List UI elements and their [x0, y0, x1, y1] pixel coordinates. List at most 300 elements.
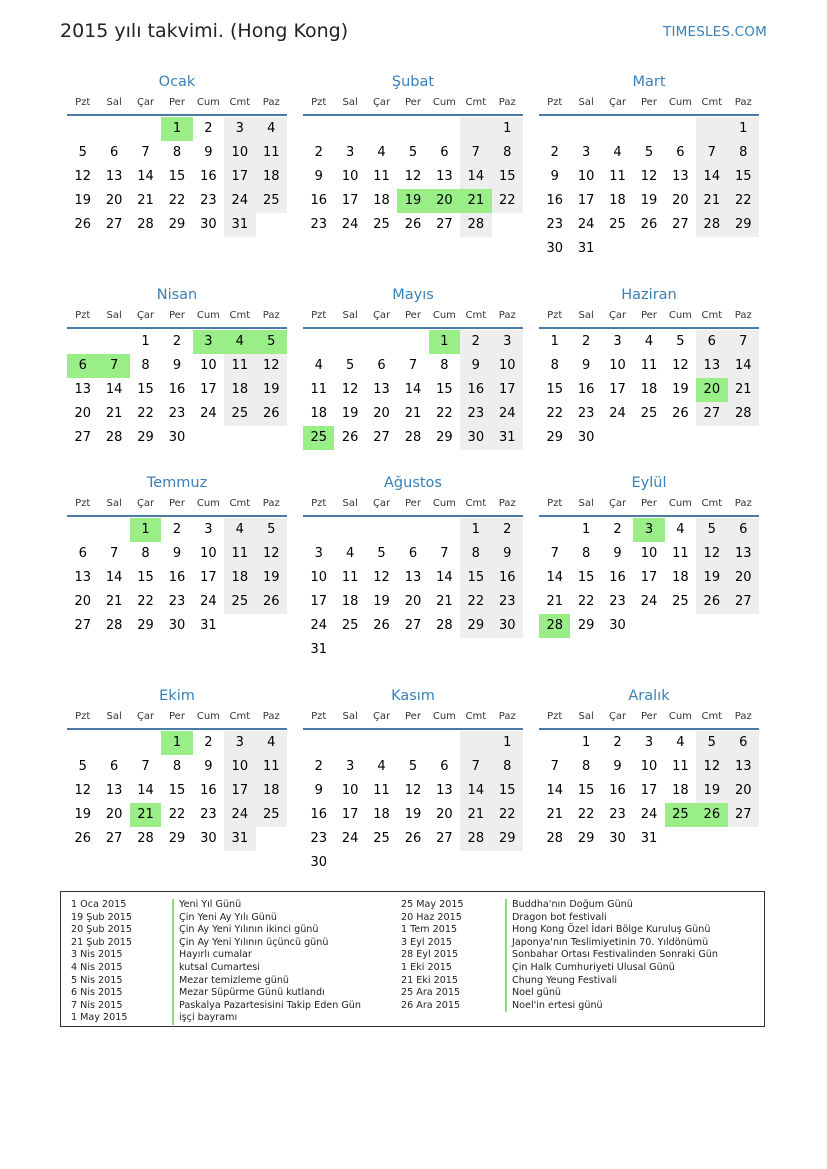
- holiday-name: Yeni Yıl Günü: [172, 899, 361, 912]
- holiday-date: 4 Nis 2015: [71, 961, 123, 973]
- day-cell: 21: [460, 803, 491, 827]
- day-cell: 10: [341, 783, 359, 798]
- month-name: Eylül: [631, 475, 667, 491]
- day-cell: 1: [460, 518, 491, 542]
- day-cell: 11: [672, 546, 689, 561]
- day-cell: 27: [728, 803, 759, 827]
- day-cell: 8: [728, 141, 759, 165]
- day-cell: 30: [546, 241, 563, 256]
- day-grid: [67, 731, 287, 851]
- day-cell: 25: [373, 217, 390, 232]
- holiday-date: 25 May 2015: [401, 899, 464, 910]
- day-cell: 26: [640, 217, 658, 232]
- day-cell: 9: [460, 354, 491, 378]
- day-cell: 12: [256, 542, 287, 566]
- empty-cell: [366, 518, 397, 542]
- weekday-label: Sal: [106, 498, 122, 509]
- day-cell: 3: [644, 735, 654, 750]
- day-cell: 20: [74, 594, 91, 609]
- day-cell: 8: [141, 546, 150, 561]
- empty-cell: [602, 117, 633, 141]
- day-cell: 13: [436, 783, 453, 798]
- day-cell: 22: [137, 406, 154, 421]
- day-cell: 18: [310, 406, 327, 421]
- day-cell: 27: [105, 831, 123, 846]
- header-divider: [303, 114, 523, 116]
- day-cell: 4: [256, 117, 287, 141]
- holiday-name: Dragon bot festivali: [505, 912, 718, 925]
- weekday-label: Cum: [668, 711, 692, 722]
- day-cell: 29: [492, 827, 523, 851]
- weekday-label: Pzt: [75, 97, 91, 108]
- weekday-label: Cmt: [465, 711, 487, 722]
- day-cell: 7: [440, 546, 449, 561]
- empty-cell: [334, 518, 365, 542]
- holiday-day-cell: 25: [665, 803, 696, 827]
- day-cell: 28: [137, 831, 154, 846]
- day-cell: 31: [200, 618, 217, 633]
- day-cell: 3: [613, 334, 622, 349]
- day-grid: [303, 731, 523, 875]
- day-cell: 25: [224, 402, 255, 426]
- holiday-names-col-1: [172, 899, 361, 1025]
- day-cell: 17: [200, 382, 217, 397]
- weekday-label: Paz: [262, 498, 280, 509]
- holiday-name: Çin Halk Cumhuriyeti Ulusal Günü: [505, 962, 718, 975]
- empty-cell: [303, 117, 334, 141]
- day-cell: 12: [696, 755, 727, 779]
- month-name: Ağustos: [384, 475, 442, 491]
- day-cell: 15: [492, 779, 523, 803]
- day-cell: 21: [696, 189, 727, 213]
- day-cell: 25: [256, 189, 287, 213]
- holiday-day-cell: 21: [460, 189, 491, 213]
- month-name: Aralık: [628, 688, 670, 704]
- weekday-label: Sal: [342, 310, 358, 321]
- weekday-label: Çar: [136, 97, 155, 108]
- month-name: Kasım: [391, 688, 435, 704]
- day-cell: 8: [581, 759, 591, 774]
- day-cell: 27: [105, 217, 123, 232]
- weekday-label: Sal: [578, 498, 594, 509]
- day-cell: 25: [224, 590, 255, 614]
- day-cell: 11: [310, 382, 327, 397]
- day-cell: 15: [577, 783, 595, 798]
- empty-cell: [67, 731, 98, 755]
- day-cell: 24: [224, 803, 255, 827]
- day-cell: 30: [577, 430, 595, 445]
- day-grid: [67, 117, 287, 237]
- month-name: Nisan: [156, 287, 198, 303]
- day-cell: 15: [137, 382, 154, 397]
- day-cell: 24: [200, 594, 217, 609]
- day-cell: 15: [460, 566, 491, 590]
- day-cell: 8: [172, 145, 182, 160]
- day-cell: 10: [310, 570, 327, 585]
- day-cell: 3: [224, 117, 255, 141]
- empty-cell: [334, 731, 365, 755]
- day-cell: 24: [640, 807, 658, 822]
- day-cell: 17: [200, 570, 217, 585]
- day-cell: 27: [696, 402, 727, 426]
- day-cell: 2: [204, 735, 213, 750]
- month-name: Mayıs: [392, 287, 434, 303]
- day-cell: 4: [613, 145, 622, 160]
- day-cell: 14: [137, 169, 154, 184]
- day-cell: 10: [609, 358, 626, 373]
- day-cell: 17: [640, 570, 658, 585]
- empty-cell: [397, 731, 428, 755]
- day-cell: 27: [74, 430, 91, 445]
- day-cell: 20: [728, 779, 759, 803]
- day-cell: 21: [546, 807, 563, 822]
- day-cell: 31: [577, 241, 595, 256]
- day-cell: 4: [377, 759, 386, 774]
- day-cell: 9: [172, 546, 182, 561]
- day-cell: 19: [640, 193, 658, 208]
- day-cell: 26: [341, 430, 359, 445]
- weekday-header: [67, 308, 287, 327]
- day-cell: 11: [609, 169, 626, 184]
- day-grid: [303, 330, 523, 450]
- holiday-name: Buddha'nın Doğum Günü: [505, 899, 718, 912]
- day-cell: 13: [728, 755, 759, 779]
- weekday-label: Çar: [372, 97, 391, 108]
- day-cell: 11: [640, 358, 658, 373]
- day-cell: 29: [728, 213, 759, 237]
- day-cell: 9: [613, 546, 622, 561]
- day-cell: 19: [256, 378, 287, 402]
- day-cell: 22: [577, 807, 595, 822]
- day-cell: 19: [696, 779, 727, 803]
- day-cell: 25: [640, 406, 658, 421]
- day-cell: 28: [105, 618, 123, 633]
- weekday-label: Sal: [106, 711, 122, 722]
- day-cell: 9: [314, 783, 323, 798]
- weekday-label: Çar: [136, 711, 155, 722]
- holiday-date: 1 May 2015: [71, 1012, 128, 1024]
- holiday-day-cell: 28: [539, 614, 570, 638]
- day-cell: 23: [310, 831, 327, 846]
- day-cell: 13: [105, 783, 123, 798]
- day-cell: 5: [256, 518, 287, 542]
- day-cell: 11: [373, 169, 390, 184]
- day-cell: 2: [172, 522, 182, 537]
- day-cell: 23: [577, 406, 595, 421]
- day-cell: 18: [256, 779, 287, 803]
- weekday-label: Sal: [578, 711, 594, 722]
- day-cell: 29: [168, 217, 186, 232]
- empty-cell: [130, 731, 161, 755]
- header-divider: [303, 728, 523, 730]
- day-cell: 18: [640, 382, 658, 397]
- day-cell: 20: [105, 193, 123, 208]
- day-cell: 6: [109, 145, 119, 160]
- day-cell: 19: [404, 807, 422, 822]
- day-cell: 24: [200, 406, 217, 421]
- weekday-label: Pzt: [75, 498, 91, 509]
- day-cell: 31: [224, 827, 255, 851]
- day-cell: 25: [256, 803, 287, 827]
- day-cell: 25: [373, 831, 390, 846]
- day-cell: 29: [577, 831, 595, 846]
- day-cell: 14: [436, 570, 453, 585]
- day-cell: 6: [676, 145, 685, 160]
- empty-cell: [334, 117, 365, 141]
- day-cell: 30: [200, 831, 217, 846]
- day-cell: 12: [404, 783, 422, 798]
- day-cell: 2: [314, 759, 323, 774]
- day-cell: 28: [436, 618, 453, 633]
- day-cell: 23: [609, 807, 626, 822]
- weekday-label: Cmt: [701, 97, 723, 108]
- day-cell: 5: [408, 759, 418, 774]
- day-cell: 6: [696, 330, 727, 354]
- day-cell: 22: [546, 406, 563, 421]
- holiday-name: Hong Kong Özel İdari Bölge Kuruluş Günü: [505, 924, 718, 937]
- holiday-day-cell: 1: [429, 330, 460, 354]
- day-cell: 24: [341, 831, 359, 846]
- day-cell: 4: [256, 731, 287, 755]
- day-cell: 19: [373, 594, 390, 609]
- day-cell: 5: [408, 145, 418, 160]
- day-cell: 15: [492, 165, 523, 189]
- day-cell: 28: [728, 402, 759, 426]
- weekday-label: Cum: [196, 498, 220, 509]
- holiday-date: 21 Şub 2015: [71, 936, 132, 948]
- day-cell: 3: [492, 330, 523, 354]
- day-cell: 10: [640, 759, 658, 774]
- day-cell: 23: [200, 807, 217, 822]
- day-cell: 7: [728, 330, 759, 354]
- holiday-day-cell: 6: [67, 354, 98, 378]
- day-cell: 13: [696, 354, 727, 378]
- day-cell: 26: [404, 217, 422, 232]
- day-cell: 2: [492, 518, 523, 542]
- day-cell: 9: [581, 358, 591, 373]
- day-cell: 2: [613, 735, 622, 750]
- day-cell: 26: [404, 831, 422, 846]
- day-cell: 29: [577, 618, 595, 633]
- weekday-label: Cum: [432, 711, 456, 722]
- weekday-label: Cum: [196, 711, 220, 722]
- day-cell: 5: [78, 759, 87, 774]
- day-cell: 29: [137, 430, 154, 445]
- weekday-label: Cum: [668, 310, 692, 321]
- header-divider: [67, 327, 287, 329]
- weekday-label: Per: [169, 310, 185, 321]
- day-cell: 21: [105, 406, 123, 421]
- day-cell: 27: [672, 217, 689, 232]
- holiday-date: 3 Eyl 2015: [401, 936, 453, 948]
- weekday-label: Pzt: [311, 711, 327, 722]
- day-cell: 18: [256, 165, 287, 189]
- holiday-date: 20 Şub 2015: [71, 924, 132, 936]
- day-cell: 8: [492, 141, 523, 165]
- empty-cell: [570, 117, 601, 141]
- weekday-label: Sal: [342, 498, 358, 509]
- empty-cell: [98, 330, 129, 354]
- day-cell: 11: [672, 759, 689, 774]
- header-divider: [539, 728, 759, 730]
- empty-cell: [539, 117, 570, 141]
- month-9: [67, 686, 287, 851]
- empty-cell: [397, 330, 428, 354]
- weekday-label: Cmt: [701, 310, 723, 321]
- day-cell: 15: [436, 382, 453, 397]
- day-cell: 20: [436, 807, 453, 822]
- holiday-dates-col-1: [71, 899, 132, 1025]
- day-cell: 17: [492, 378, 523, 402]
- holiday-date: 1 Oca 2015: [71, 899, 127, 910]
- day-cell: 3: [581, 145, 591, 160]
- holiday-names-col-2: [505, 899, 718, 1012]
- weekday-label: Pzt: [547, 97, 563, 108]
- holiday-date: 26 Ara 2015: [401, 999, 461, 1011]
- empty-cell: [98, 117, 129, 141]
- day-cell: 11: [224, 354, 255, 378]
- day-cell: 5: [676, 334, 685, 349]
- site-link[interactable]: TIMESLES.COM: [663, 24, 767, 40]
- day-cell: 22: [492, 803, 523, 827]
- empty-cell: [429, 731, 460, 755]
- holiday-date: 25 Ara 2015: [401, 987, 461, 999]
- month-10: [303, 686, 523, 875]
- weekday-label: Per: [169, 498, 185, 509]
- holiday-day-cell: 1: [130, 518, 161, 542]
- holiday-day-cell: 20: [696, 378, 727, 402]
- day-cell: 17: [640, 783, 658, 798]
- day-cell: 16: [577, 382, 595, 397]
- day-cell: 14: [105, 382, 123, 397]
- day-cell: 17: [577, 193, 595, 208]
- day-cell: 6: [728, 731, 759, 755]
- weekday-label: Per: [641, 97, 657, 108]
- day-cell: 23: [492, 590, 523, 614]
- day-cell: 12: [341, 382, 359, 397]
- day-cell: 5: [696, 731, 727, 755]
- weekday-label: Pzt: [547, 711, 563, 722]
- day-cell: 27: [436, 217, 453, 232]
- day-cell: 18: [672, 570, 689, 585]
- day-cell: 2: [204, 121, 213, 136]
- day-cell: 21: [105, 594, 123, 609]
- day-cell: 17: [310, 594, 327, 609]
- day-cell: 22: [492, 189, 523, 213]
- weekday-label: Cmt: [465, 498, 487, 509]
- weekday-label: Per: [169, 711, 185, 722]
- empty-cell: [366, 731, 397, 755]
- day-cell: 4: [314, 358, 323, 373]
- holiday-day-cell: 1: [161, 117, 192, 141]
- empty-cell: [429, 518, 460, 542]
- weekday-label: Paz: [262, 711, 280, 722]
- day-cell: 22: [168, 193, 186, 208]
- day-cell: 2: [172, 334, 182, 349]
- day-cell: 12: [696, 542, 727, 566]
- holiday-date: 28 Eyl 2015: [401, 949, 459, 961]
- weekday-label: Per: [405, 310, 421, 321]
- day-cell: 16: [609, 783, 626, 798]
- day-cell: 14: [137, 783, 154, 798]
- empty-cell: [98, 518, 129, 542]
- day-cell: 7: [696, 141, 727, 165]
- weekday-label: Cmt: [229, 711, 251, 722]
- day-cell: 12: [373, 570, 390, 585]
- day-cell: 13: [672, 169, 689, 184]
- holiday-date: 20 Haz 2015: [401, 911, 462, 923]
- day-cell: 12: [640, 169, 658, 184]
- weekday-label: Sal: [578, 310, 594, 321]
- weekday-label: Pzt: [311, 498, 327, 509]
- day-cell: 28: [460, 213, 491, 237]
- weekday-label: Cmt: [465, 97, 487, 108]
- weekday-label: Per: [405, 711, 421, 722]
- day-cell: 3: [204, 522, 213, 537]
- weekday-label: Çar: [136, 498, 155, 509]
- weekday-label: Per: [641, 498, 657, 509]
- day-cell: 23: [168, 594, 186, 609]
- empty-cell: [633, 117, 664, 141]
- empty-cell: [366, 117, 397, 141]
- day-cell: 27: [373, 430, 390, 445]
- weekday-label: Pzt: [75, 711, 91, 722]
- empty-cell: [130, 117, 161, 141]
- day-cell: 26: [74, 831, 91, 846]
- weekday-header: [303, 95, 523, 114]
- day-cell: 18: [224, 566, 255, 590]
- day-cell: 17: [341, 193, 359, 208]
- day-cell: 20: [404, 594, 422, 609]
- empty-cell: [366, 330, 397, 354]
- holiday-day-cell: 25: [303, 426, 334, 450]
- day-cell: 8: [460, 542, 491, 566]
- day-cell: 21: [404, 406, 422, 421]
- month-4: [303, 285, 523, 450]
- day-cell: 30: [609, 831, 626, 846]
- day-cell: 14: [546, 783, 563, 798]
- day-cell: 10: [224, 141, 255, 165]
- month-5: [539, 285, 759, 450]
- day-cell: 16: [492, 566, 523, 590]
- empty-cell: [539, 518, 570, 542]
- weekday-label: Cum: [196, 310, 220, 321]
- holiday-day-cell: 5: [256, 330, 287, 354]
- day-cell: 26: [256, 590, 287, 614]
- day-cell: 9: [613, 759, 622, 774]
- day-cell: 31: [224, 213, 255, 237]
- holiday-name: Noel günü: [505, 987, 718, 1000]
- day-cell: 12: [404, 169, 422, 184]
- month-8: [539, 473, 759, 638]
- day-cell: 30: [460, 426, 491, 450]
- day-cell: 11: [224, 542, 255, 566]
- day-grid: [539, 117, 759, 261]
- day-cell: 18: [609, 193, 626, 208]
- weekday-label: Paz: [734, 498, 752, 509]
- day-cell: 21: [137, 193, 154, 208]
- day-cell: 20: [105, 807, 123, 822]
- day-cell: 23: [460, 402, 491, 426]
- day-cell: 16: [310, 193, 327, 208]
- day-cell: 1: [492, 731, 523, 755]
- day-cell: 7: [408, 358, 418, 373]
- day-cell: 10: [341, 169, 359, 184]
- weekday-label: Cmt: [229, 310, 251, 321]
- day-cell: 12: [74, 783, 91, 798]
- day-cell: 19: [256, 566, 287, 590]
- day-cell: 13: [728, 542, 759, 566]
